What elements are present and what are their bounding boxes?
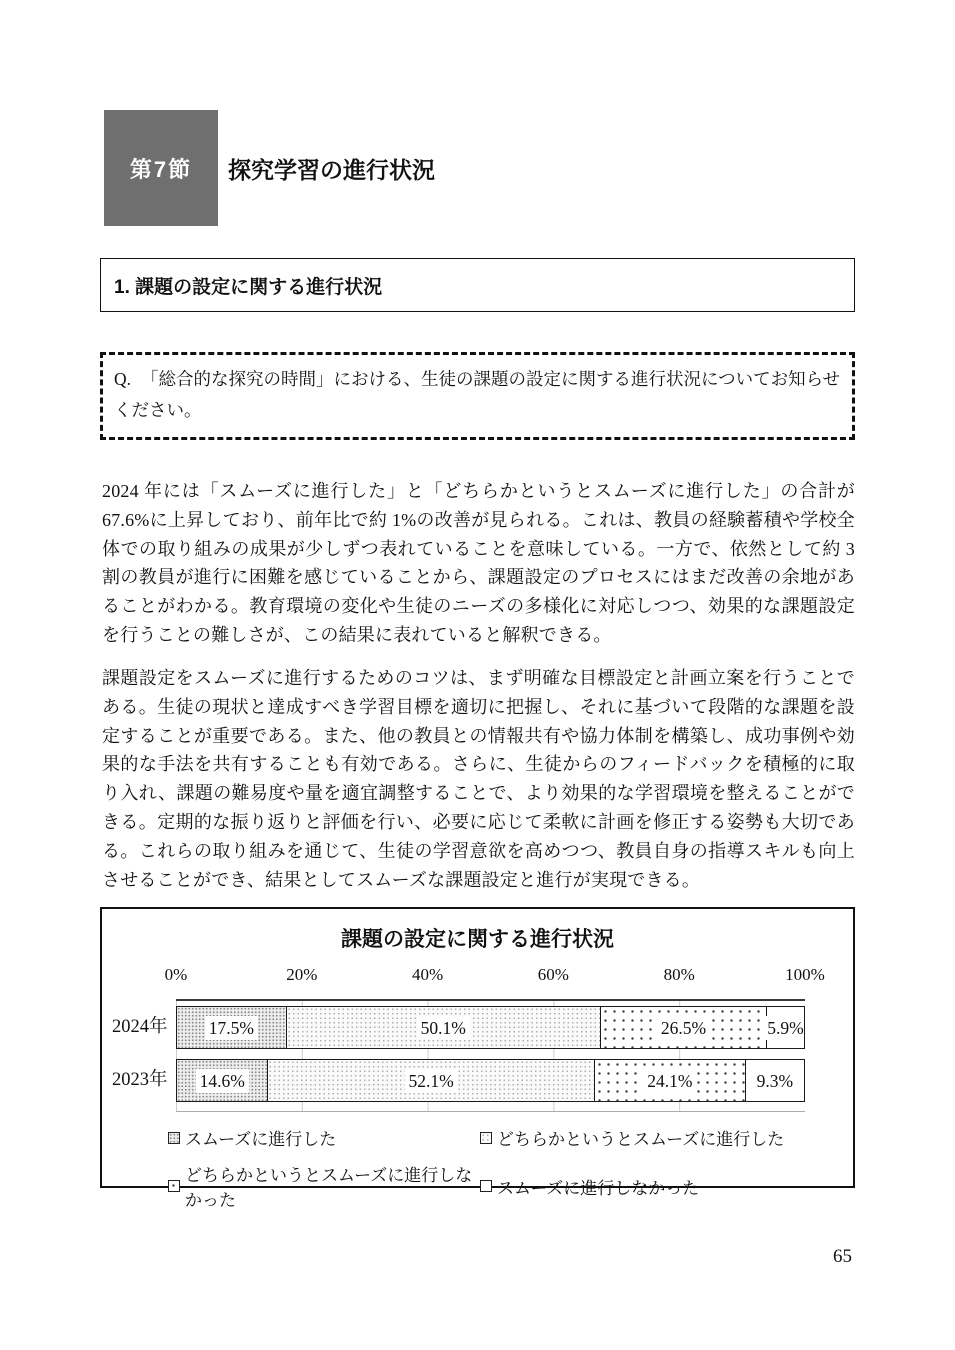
legend-label: どちらかというとスムーズに進行しなかった [185, 1166, 473, 1210]
chart [100, 907, 855, 1210]
bar-segment-value-label: 17.5% [205, 1016, 258, 1040]
bar-segment-value-label: 5.9% [763, 1016, 805, 1040]
legend-item [168, 1125, 480, 1150]
bar-segment [767, 1007, 804, 1048]
chart-category-label: 2024年 [112, 1017, 168, 1037]
bar-segment-value-label: 14.6% [196, 1069, 249, 1093]
section-title: 探究学習の進行状況 [228, 156, 435, 183]
legend-label: スムーズに進行しなかった [497, 1178, 700, 1198]
page-number: 65 [833, 1246, 852, 1267]
bar-segment-value-label: 50.1% [417, 1016, 470, 1040]
bar-segment [746, 1060, 804, 1101]
legend-marker-icon [480, 1180, 492, 1192]
bar-segment-value-label: 24.1% [643, 1069, 696, 1093]
x-axis-tick: 100% [785, 965, 825, 984]
legend-label: スムーズに進行した [185, 1130, 337, 1149]
subsection-title: 1. 課題の設定に関する進行状況 [114, 276, 383, 298]
section-badge [104, 110, 218, 226]
bar-segment-value-label: 52.1% [405, 1069, 458, 1093]
bar-segment [177, 1060, 268, 1101]
body-paragraph-2: 課題設定をスムーズに進行するためのコツは、まず明確な目標設定と計画立案を行うことである。生徒の現状と達成すべき学習目標を適切に把握し、それに基づいて段階的な課題を設定することが重要である。また、他の教員との情報共有や協力体制を構築し、成功事例や効果的な手法を共有することも有効である。さらに、生徒からのフィードバックを積極的に取り入れ、課題の難易度や量を適宜調整することで、より効果的な学習環境を整えることができる。定期的な振り返りと評価を行い、必要に応じて柔軟に計画を修正する姿勢も大切である。これらの取り組みを通じて、生徒の学習意欲を高めつつ、教員自身の指導スキルも向上させることができ、結果としてスムーズな課題設定と進行が実現できる。 [102, 668, 855, 890]
legend-item [480, 1125, 784, 1150]
section-badge-label: 第7節 [129, 156, 193, 182]
question-prefix: Q. [114, 369, 132, 389]
x-axis-tick: 40% [412, 965, 444, 984]
question-box [100, 352, 855, 440]
bar-segment [268, 1060, 594, 1101]
bar-segment [287, 1007, 601, 1048]
x-axis-tick: 80% [663, 965, 695, 984]
chart-plot-area [176, 999, 805, 1112]
chart-legend [168, 1125, 784, 1211]
chart-x-axis [164, 965, 825, 987]
subsection-title-box [100, 258, 855, 312]
x-axis-tick: 0% [164, 965, 188, 984]
bar-segment [595, 1060, 746, 1101]
stacked-bar-2023年 [176, 1059, 805, 1102]
legend-item [168, 1161, 480, 1211]
legend-marker-icon [168, 1180, 180, 1192]
legend-item [480, 1161, 784, 1211]
bar-segment-value-label: 26.5% [657, 1016, 710, 1040]
chart-category-label: 2023年 [112, 1070, 168, 1090]
body-paragraph-1: 2024 年には「スムーズに進行した」と「どちらかというとスムーズに進行した」の合計が 67.6%に上昇しており、前年比で約 1%の改善が見られる。これは、教員の経験蓄積や学校全体での取り組みの成果が少しずつ表れていることを意味している。一方で、依然として約 3 割の教員が進行に困難を感じていることから、課題設定のプロセスにはまだ改善の余地があることがわかる。教育環境の変化や生徒のニーズの多様化に対応しつつ、効果的な課題設定を行うことの難しさが、この結果に表れていると解釈できる。 [102, 481, 855, 645]
legend-label: どちらかというとスムーズに進行した [497, 1130, 785, 1149]
x-axis-tick: 60% [537, 965, 569, 984]
bar-segment-value-label: 9.3% [753, 1069, 797, 1093]
question-text: 「総合的な探究の時間」における、生徒の課題の設定に関する進行状況についてお知らせください。 [114, 369, 841, 420]
bar-segment [177, 1007, 287, 1048]
legend-marker-icon [480, 1132, 492, 1144]
chart-title: 課題の設定に関する進行状況 [341, 928, 614, 951]
x-axis-tick: 20% [286, 965, 318, 984]
stacked-bar-2024年 [176, 1006, 805, 1049]
bar-segment [601, 1007, 767, 1048]
legend-marker-icon [168, 1132, 180, 1144]
